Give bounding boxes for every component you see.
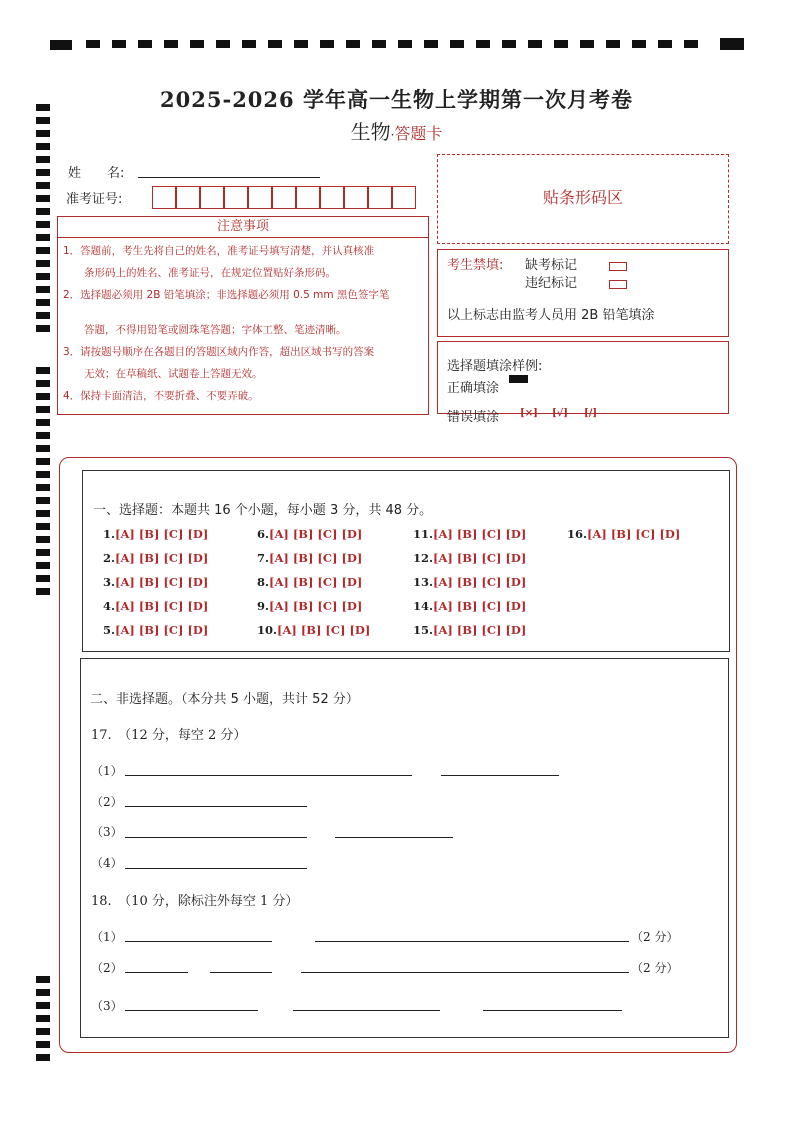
id-label: 准考证号: <box>66 192 123 207</box>
q18-3-blank-b[interactable] <box>293 1010 440 1011</box>
absent-mark-label: 缺考标记 <box>525 258 578 273</box>
q18-row3-label: （3） <box>91 999 123 1013</box>
name-label: 姓 名: <box>68 166 125 181</box>
notice-box <box>57 216 429 415</box>
violation-mark-box[interactable] <box>609 280 627 289</box>
q17-2-blank[interactable] <box>125 806 307 807</box>
notice-item: 无效；在草稿纸、试题卷上答题无效。 <box>63 368 263 380</box>
correct-fill-label: 正确填涂 <box>447 381 500 396</box>
violation-mark-label: 违纪标记 <box>525 276 578 291</box>
section2-title: 二、非选择题。（本分共 5 小题，共计 52 分） <box>90 692 359 707</box>
wrong-mark-slash: [/] <box>584 408 598 419</box>
name-field[interactable] <box>138 177 320 178</box>
q18-heading: 18. （10 分，除标注外每空 1 分） <box>91 894 299 909</box>
choice-q10[interactable]: 10.[A] [B] [C] [D] <box>257 623 371 637</box>
q18-2-score: （2 分） <box>631 961 679 975</box>
q18-row1-label: （1） <box>91 930 123 944</box>
notice-item: 答题，不得用铅笔或圆珠笔答题；字体工整、笔迹清晰。 <box>63 324 347 336</box>
choice-q14[interactable]: 14.[A] [B] [C] [D] <box>413 599 527 613</box>
wrong-mark-check: [√] <box>552 408 569 419</box>
wrong-fill-label: 错误填涂 <box>447 410 500 425</box>
q17-row1-label: （1） <box>91 764 123 778</box>
answer-card-label: 答题卡 <box>394 124 443 143</box>
q17-4-blank[interactable] <box>125 868 307 869</box>
choice-q3[interactable]: 3.[A] [B] [C] [D] <box>103 575 209 589</box>
q17-row3-label: （3） <box>91 825 123 839</box>
choice-q13[interactable]: 13.[A] [B] [C] [D] <box>413 575 527 589</box>
q17-1-blank-a[interactable] <box>125 775 412 776</box>
notice-item: 2．选择题必须用 2B 铅笔填涂；非选择题必须用 0.5 mm 黑色签字笔 <box>63 289 390 301</box>
barcode-label: 贴条形码区 <box>542 188 623 207</box>
q17-heading: 17. （12 分，每空 2 分） <box>91 728 247 743</box>
q18-3-blank-c[interactable] <box>483 1010 622 1011</box>
choice-q6[interactable]: 6.[A] [B] [C] [D] <box>257 527 363 541</box>
notice-item: 4．保持卡面清洁，不要折叠、不要弄破。 <box>63 390 259 402</box>
q18-2-blank-a[interactable] <box>125 972 188 973</box>
section1-title: 一、选择题：本题共 16 个小题，每小题 3 分，共 48 分。 <box>93 503 433 518</box>
notice-title: 注意事项 <box>58 217 428 238</box>
section1-box <box>82 470 730 652</box>
q18-row2-label: （2） <box>91 961 123 975</box>
q18-1-blank-b[interactable] <box>315 941 629 942</box>
choice-q12[interactable]: 12.[A] [B] [C] [D] <box>413 551 527 565</box>
wrong-mark-x: [×] <box>520 408 538 419</box>
q17-row4-label: （4） <box>91 856 123 870</box>
choice-q15[interactable]: 15.[A] [B] [C] [D] <box>413 623 527 637</box>
choice-q8[interactable]: 8.[A] [B] [C] [D] <box>257 575 363 589</box>
correct-fill-sample <box>509 375 528 383</box>
choice-q9[interactable]: 9.[A] [B] [C] [D] <box>257 599 363 613</box>
choice-q11[interactable]: 11.[A] [B] [C] [D] <box>413 527 527 541</box>
q17-3-blank-a[interactable] <box>125 837 307 838</box>
fill-example-title: 选择题填涂样例: <box>447 359 543 374</box>
notice-item: 1．答题前，考生先将自己的姓名，准考证号填写清楚，并认真核准 <box>63 245 375 257</box>
absent-mark-box[interactable] <box>609 262 627 271</box>
q18-1-score: （2 分） <box>631 930 679 944</box>
choice-q5[interactable]: 5.[A] [B] [C] [D] <box>103 623 209 637</box>
choice-q1[interactable]: 1.[A] [B] [C] [D] <box>103 527 209 541</box>
q18-3-blank-a[interactable] <box>125 1010 258 1011</box>
fill-example-box <box>437 341 729 425</box>
prohibited-label: 考生禁填: <box>447 258 504 273</box>
choice-q2[interactable]: 2.[A] [B] [C] [D] <box>103 551 209 565</box>
barcode-area <box>437 154 729 244</box>
choice-q16[interactable]: 16.[A] [B] [C] [D] <box>567 527 681 541</box>
q17-3-blank-b[interactable] <box>335 837 453 838</box>
choice-q7[interactable]: 7.[A] [B] [C] [D] <box>257 551 363 565</box>
q17-1-blank-b[interactable] <box>441 775 559 776</box>
q17-row2-label: （2） <box>91 795 123 809</box>
exam-title: 2025-2026 学年高一生物上学期第一次月考卷 <box>160 87 633 112</box>
section2-box <box>80 658 729 1038</box>
q18-2-blank-c[interactable] <box>301 972 629 973</box>
notice-item: 条形码上的姓名、准考证号，在规定位置贴好条形码。 <box>63 267 336 279</box>
q18-2-blank-b[interactable] <box>210 972 272 973</box>
exam-subtitle <box>0 116 793 145</box>
subject: 生物 <box>350 120 391 144</box>
notice-item: 3．请按题号顺序在各题目的答题区域内作答，超出区域书写的答案 <box>63 346 375 358</box>
q18-1-blank-a[interactable] <box>125 941 272 942</box>
subtitle-dot: · <box>390 128 395 142</box>
choice-q4[interactable]: 4.[A] [B] [C] [D] <box>103 599 209 613</box>
prohibited-note: 以上标志由监考人员用 2B 铅笔填涂 <box>447 308 655 323</box>
prohibited-box <box>437 249 729 337</box>
